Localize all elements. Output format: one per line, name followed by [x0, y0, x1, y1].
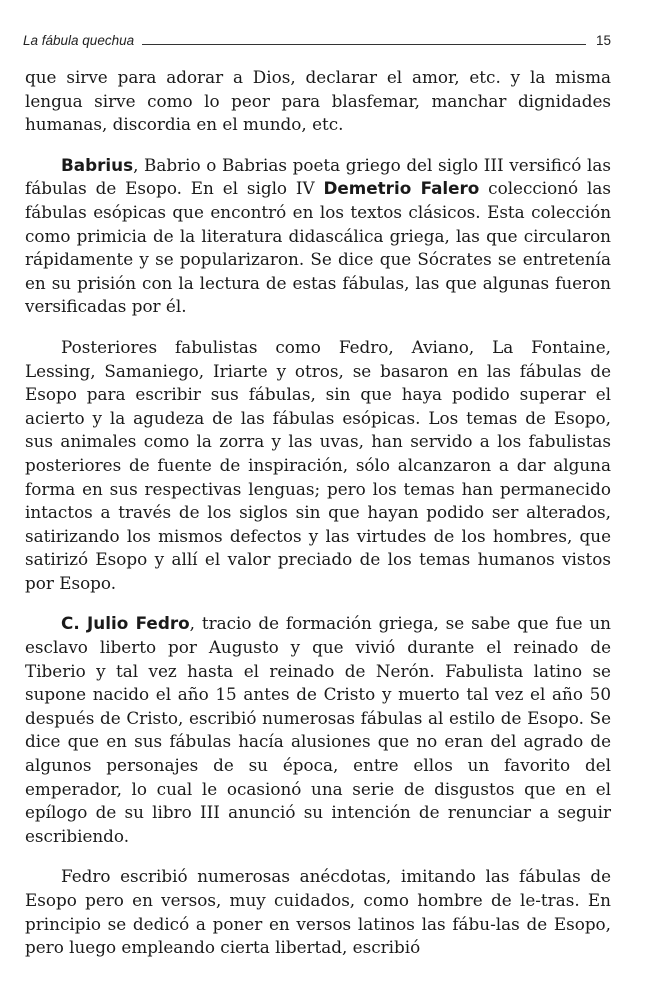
text-segment: , Babrio o Babrias poeta griego del siglo III versificó las fábulas de Esopo. En el siglo IV	[25, 154, 611, 199]
running-header	[23, 33, 611, 48]
text-segment: coleccionó las fábulas esópicas que encontró en los textos clásicos. Esta colección como primicia de la literatura didascálica griega, las que circularon rápidamente y se popularizaron. Se dice que Sócrates se entretenía en su prisión con la lectura de estas fábulas, las que algunas fueron versificadas por él.	[25, 178, 611, 317]
paragraph	[25, 154, 611, 319]
bold-name: Demetrio Falero	[323, 178, 480, 199]
text-segment: Fedro escribió numerosas anécdotas, imitando las fábulas de Esopo pero en versos, muy cuidados, como hombre de le-tras. En principio se dedicó a poner en versos latinos las fábu-las de Esopo, pero luego empleando cierta libertad, escribió	[25, 866, 611, 958]
text-segment: Posteriores fabulistas como Fedro, Aviano, La Fontaine, Lessing, Samaniego, Iriarte y otros, se basaron en las fábulas de Esopo para escribir sus fábulas, sin que haya podido superar el acierto y la agudeza de las fábulas esópicas. Los temas de Esopo, sus animales como la zorra y las uvas, han servido a los fabulistas posteriores de fuente de inspiración, sólo alcanzaron a dar alguna forma en sus respectivas lenguas; pero los temas han permanecido intactos a través de los siglos sin que hayan podido ser alterados, satirizando los mismos defectos y las virtudes de los hombres, que satirizó Esopo y allí el valor preciado de los temas humanos vistos por Esopo.	[25, 336, 611, 593]
paragraph	[25, 612, 611, 848]
header-rule	[142, 44, 586, 45]
bold-name: Babrius	[61, 154, 134, 175]
bold-name: C. Julio Fedro	[61, 613, 190, 634]
text-segment: , tracio de formación griega, se sabe que fue un esclavo liberto por Augusto y que vivió durante el reinado de Tiberio y tal vez hasta el reinado de Nerón. Fabulista latino se supone nacido el año 15 antes de Cristo y muerto tal vez el año 50 después de Cristo, escribió numerosas fábulas al estilo de Esopo. Se dice que en sus fábulas hacía alusiones que no eran del agrado de algunos personajes de su época, entre ellos un favorito del emperador, lo cual le ocasionó una serie de disgustos que en el epílogo de su libro III anunció su intención de renunciar a seguir escribiendo.	[25, 613, 611, 846]
body-text	[25, 66, 611, 977]
paragraph	[25, 66, 611, 137]
paragraph	[25, 865, 611, 959]
paragraph	[25, 336, 611, 596]
page-number: 15	[595, 33, 611, 48]
running-title: La fábula quechua	[23, 33, 135, 48]
text-segment: que sirve para adorar a Dios, declarar el amor, etc. y la misma lengua sirve como lo peor para blasfemar, manchar dignidades humanas, discordia en el mundo, etc.	[25, 67, 611, 135]
